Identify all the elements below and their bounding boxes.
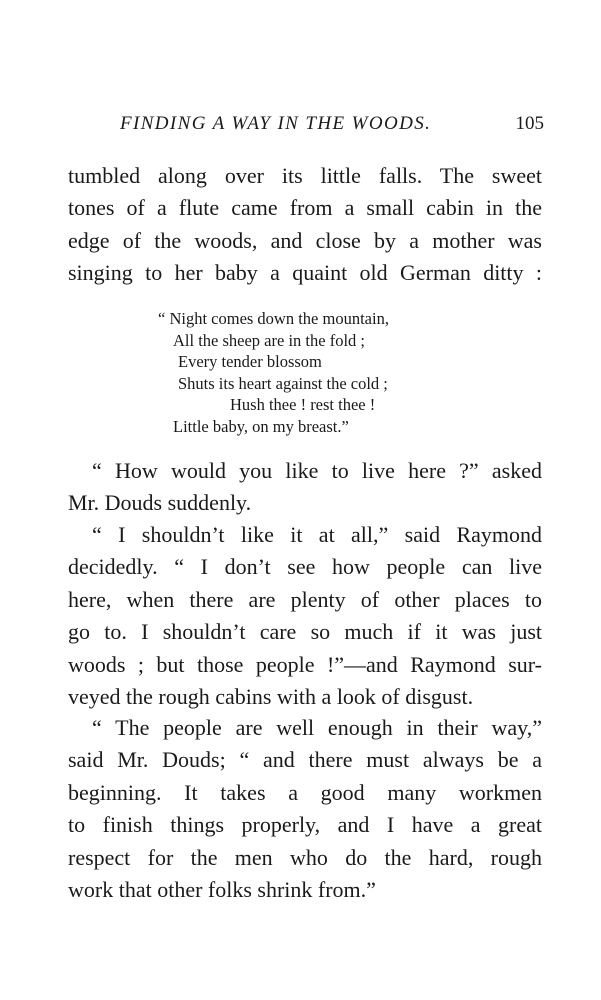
page-header	[120, 113, 544, 143]
text-line: work that other folks shrink from.”	[68, 877, 376, 903]
text-line: Mr. Douds suddenly.	[68, 490, 252, 516]
text-line: “ The people are well enough in their way,”	[92, 715, 542, 740]
text-line: edge of the woods, and close by a mother was	[68, 227, 542, 253]
text-line: “ I shouldn’t like it at all,” said Raymond	[92, 522, 542, 547]
text-line: go to. I shouldn’t care so much if it was just	[68, 619, 542, 645]
verse-line: Shuts its heart against the cold ;	[178, 373, 388, 393]
poem-verse	[158, 308, 468, 437]
text-line: here, when there are plenty of other places to	[68, 586, 542, 612]
text-line: respect for the men who do the hard, rough	[68, 844, 542, 870]
text-line: “ How would you like to live here ?” asked	[92, 458, 542, 483]
page-number: 105	[515, 113, 544, 134]
text-line: tones of a flute came from a small cabin in the	[68, 195, 542, 221]
text-line: veyed the rough cabins with a look of disgust.	[68, 684, 474, 710]
verse-line: Little baby, on my breast.”	[173, 416, 349, 436]
text-line: said Mr. Douds; “ and there must always be a	[68, 747, 542, 773]
text-line: tumbled along over its little falls. The sweet	[68, 163, 542, 188]
text-line: woods ; but those people !”—and Raymond sur-	[68, 651, 542, 677]
verse-line: All the sheep are in the fold ;	[173, 330, 365, 350]
text-line: to finish things properly, and I have a great	[68, 812, 542, 838]
paragraph-4	[68, 712, 542, 906]
verse-line: Every tender blossom	[178, 352, 322, 371]
running-head: FINDING A WAY IN THE WOODS.	[120, 113, 432, 134]
paragraph-1	[68, 160, 542, 290]
paragraph-2	[68, 455, 542, 520]
text-line: beginning. It takes a good many workmen	[68, 779, 542, 805]
paragraph-3	[68, 519, 542, 713]
verse-line: “ Night comes down the mountain,	[158, 309, 389, 328]
text-line: singing to her baby a quaint old German ditty :	[68, 260, 542, 286]
text-line: decidedly. “ I don’t see how people can live	[68, 554, 542, 580]
verse-line: Hush thee ! rest thee !	[230, 395, 376, 414]
